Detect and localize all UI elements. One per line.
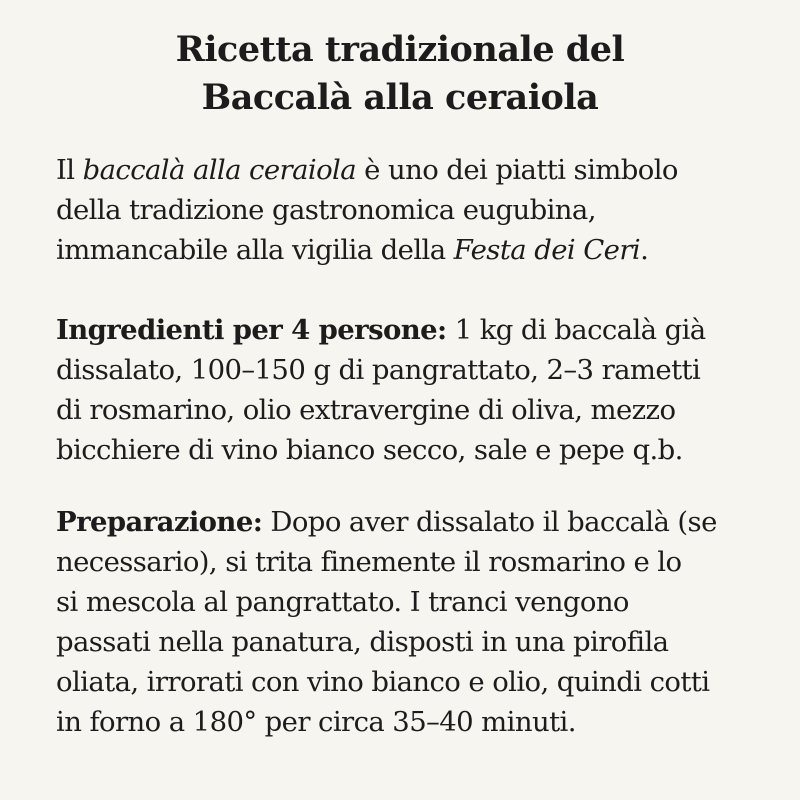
preparation-line-3: si mescola al pangrattato. I tranci vengono: [56, 586, 629, 618]
ingredients-line-1-rest: 1 kg di baccalà già: [446, 314, 706, 346]
intro-line-3-prefix: immancabile alla vigilia della: [56, 234, 454, 266]
preparation-line-1: [56, 502, 776, 542]
preparation-label: Preparazione:: [56, 506, 263, 538]
preparation-line-4: passati nella panatura, disposti in una pirofila: [56, 626, 669, 658]
intro-line-1-rest: è uno dei piatti simbolo: [356, 154, 678, 186]
ingredients-label: Ingredienti per 4 persone:: [56, 314, 447, 346]
ingredients-line-4: bicchiere di vino bianco secco, sale e pepe q.b.: [56, 434, 683, 466]
preparation-line-6: in forno a 180° per circa 35–40 minuti.: [56, 706, 576, 738]
ingredients-paragraph: [56, 310, 776, 470]
dish-name: baccalà alla ceraiola: [82, 154, 357, 186]
preparation-line-1-rest: Dopo aver dissalato il baccalà (se: [262, 506, 717, 538]
preparation-line-5: oliata, irrorati con vino bianco e olio, quindi cotti: [56, 666, 710, 698]
intro-line-3-suffix: .: [640, 234, 649, 266]
ingredients-line-2: dissalato, 100–150 g di pangrattato, 2–3 rametti: [56, 354, 701, 386]
preparation-paragraph: [56, 502, 776, 742]
title-line-1: Ricetta tradizionale del: [175, 29, 625, 70]
intro-paragraph: [56, 150, 776, 270]
ingredients-line-3: di rosmarino, olio extravergine di oliva, mezzo: [56, 394, 676, 426]
intro-line-3: [56, 230, 776, 270]
intro-line-2: della tradizione gastronomica eugubina,: [56, 194, 596, 226]
page-title: [0, 26, 800, 122]
title-line-2: Baccalà alla ceraiola: [201, 77, 599, 118]
preparation-line-2: necessario), si trita finemente il rosmarino e lo: [56, 546, 682, 578]
ingredients-line-1: [56, 310, 776, 350]
intro-prefix: Il: [56, 154, 83, 186]
festival-name: Festa dei Ceri: [453, 234, 641, 266]
intro-line-1: [56, 150, 776, 190]
